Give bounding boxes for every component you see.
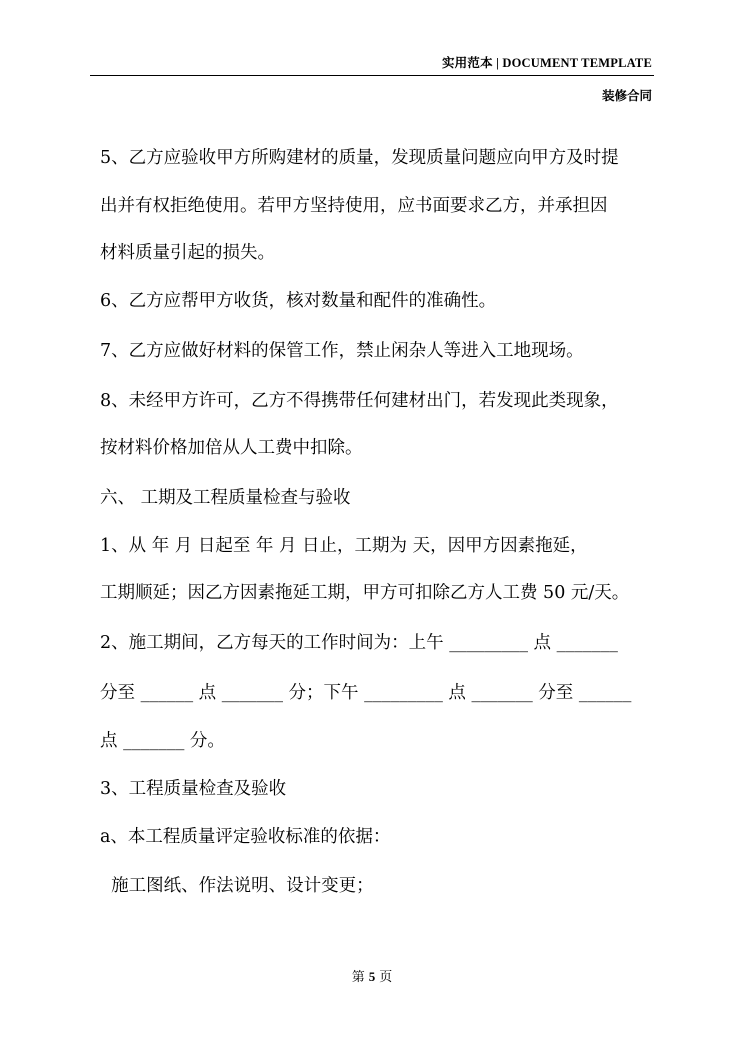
section-heading: 六、 工期及工程质量检查与验收	[100, 488, 351, 508]
footer-suffix: 页	[379, 970, 393, 985]
body-line: 材料质量引起的损失。	[100, 243, 275, 263]
header-title: 实用范本 | DOCUMENT TEMPLATE	[441, 56, 652, 70]
body-line: 8、未经甲方许可，乙方不得携带任何建材出门，若发现此类现象，	[100, 391, 619, 411]
body-line: a、本工程质量评定验收标准的依据：	[100, 827, 391, 847]
body-line: 按材料价格加倍从人工费中扣除。	[100, 438, 363, 458]
body-line: 3、工程质量检查及验收	[100, 779, 287, 799]
body-line: 5、乙方应验收甲方所购建材的质量，发现质量问题应向甲方及时提	[100, 148, 619, 168]
body-line: 点 _______ 分。	[100, 731, 225, 751]
page-number: 5	[368, 969, 376, 984]
body-line: 施工图纸、作法说明、设计变更；	[100, 876, 374, 896]
body-line: 出并有权拒绝使用。若甲方坚持使用，应书面要求乙方，并承担因	[100, 196, 608, 216]
body-line: 工期顺延；因乙方因素拖延工期，甲方可扣除乙方人工费 50 元/天。	[100, 583, 630, 603]
page-footer	[0, 966, 744, 985]
body-line: 分至 ______ 点 _______ 分；下午 _________ 点 _______ 分至 ______	[100, 683, 632, 703]
body-line: 7、乙方应做好材料的保管工作，禁止闲杂人等进入工地现场。	[100, 341, 584, 361]
header-subtitle: 装修合同	[601, 88, 652, 103]
footer-prefix: 第	[351, 970, 365, 985]
body-line: 2、施工期间，乙方每天的工作时间为：上午 _________ 点 _______	[100, 633, 618, 653]
body-line: 1、从 年 月 日起至 年 月 日止，工期为 天，因甲方因素拖延，	[100, 536, 588, 556]
body-line: 6、乙方应帮甲方收货，核对数量和配件的准确性。	[100, 291, 497, 311]
header-divider	[90, 75, 654, 76]
